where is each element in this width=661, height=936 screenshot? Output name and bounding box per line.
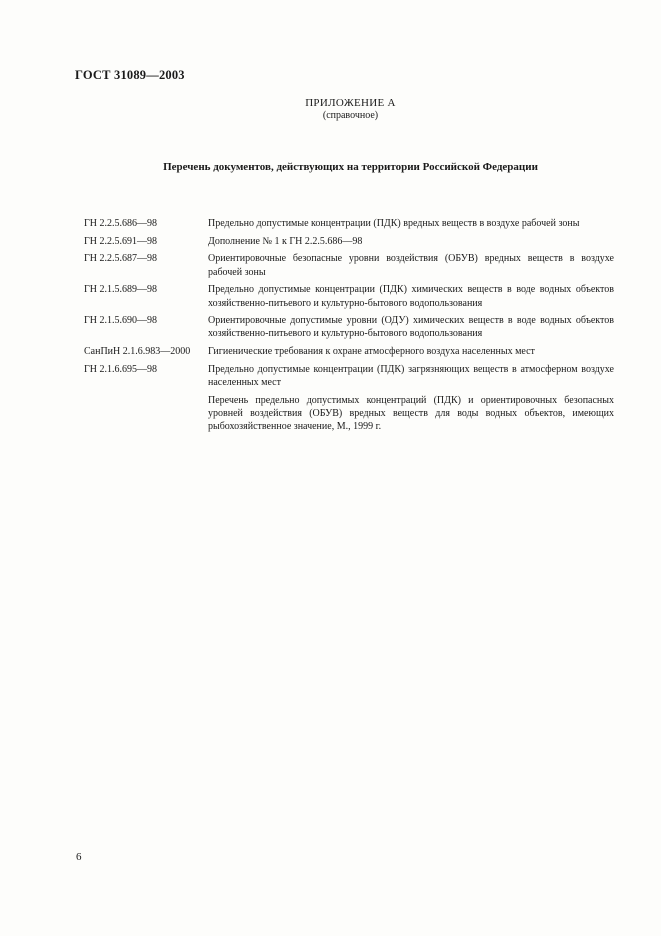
document-title: Предельно допустимые концентрации (ПДК) вредных веществ в воздухе рабочей зоны [208,218,580,229]
document-title: Предельно допустимые концентрации (ПДК) загрязняющих веществ в атмосферном воздухе населенных мест [208,363,614,389]
document-title: Ориентировочные допустимые уровни (ОДУ) химических веществ в воде водных объектов хозяйственно-питьевого и культурно-бытового водопользования [208,315,614,340]
section-title: Перечень документов, действующих на территории Российской Федерации [163,161,538,173]
document-title: Перечень предельно допустимых концентраций (ПДК) и ориентировочных безопасных уровней воздействия (ОБУВ) вредных веществ для воды водных объектов, имеющих рыбохозяйственное значение, М., 1999 г. [208,394,614,433]
document-title: Дополнение № 1 к ГН 2.2.5.686—98 [208,235,363,247]
document-row [84,283,614,309]
document-title: Гигиенические требования к охране атмосферного воздуха населенных мест [208,346,535,358]
document-code: ГН 2.1.5.689—98 [84,284,158,296]
document-title: Предельно допустимые концентрации (ПДК) химических веществ в воде водных объектов хозяйственно-питьевого и культурно-бытового водопользования [208,284,614,309]
document-code: ГН 2.2.5.691—98 [84,235,158,247]
document-row [84,314,614,340]
document-row [84,217,614,230]
document-code: СанПиН 2.1.6.983—2000 [84,346,191,358]
document-row [84,235,614,248]
document-code: ГН 2.2.5.687—98 [84,253,158,265]
document-row [84,252,614,278]
standard-code-header: ГОСТ 31089—2003 [75,68,185,82]
document-code: ГН 2.2.5.686—98 [84,218,158,229]
document-row [84,363,614,389]
document-code: ГН 2.1.5.690—98 [84,315,158,327]
page-number: 6 [76,851,82,863]
document-title: Ориентировочные безопасные уровни воздействия (ОБУВ) вредных веществ в воздухе рабочей зоны [208,253,614,278]
document-code [84,394,208,434]
document-row [84,345,614,358]
appendix-title: ПРИЛОЖЕНИЕ А [305,97,396,109]
document-code: ГН 2.1.6.695—98 [84,363,158,375]
appendix-subtitle: (справочное) [322,110,379,121]
document-row [84,394,614,434]
document-list [84,217,614,438]
